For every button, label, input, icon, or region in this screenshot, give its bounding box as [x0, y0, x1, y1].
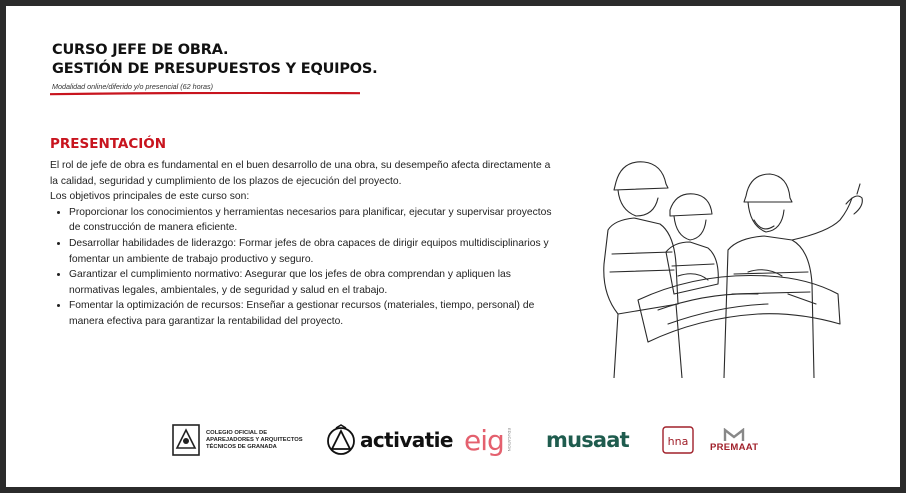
list-item: • Fomentar la optimización de recursos: Enseñar a gestionar recursos (materiales, tiempo, personal) de manera efectiva para garantizar la rentabilidad del proyecto. [69, 298, 560, 329]
title-underline [50, 92, 360, 96]
musaat-wordmark: musaat [546, 428, 629, 452]
eig-subtext: EDUCATION [506, 428, 512, 452]
title-line-1: CURSO JEFE DE OBRA. [52, 42, 229, 58]
section-body [50, 158, 560, 330]
partner-logos [166, 418, 766, 462]
musaat-logo [546, 418, 629, 462]
objectives-label: Los objetivos principales de este curso son: [50, 191, 250, 203]
activatie-logo [326, 418, 453, 462]
coag-line-3: TÉCNICOS DE GRANADA [206, 443, 277, 450]
coag-line-2: APAREJADORES Y ARQUITECTOS [206, 436, 303, 443]
title-line-2: GESTIÓN DE PRESUPUESTOS Y EQUIPOS. [52, 61, 378, 77]
hna-emblem-icon [662, 425, 694, 455]
list-item: • Garantizar el cumplimiento normativo: Asegurar que los jefes de obra comprendan y apliquen las normativas legales, ambientales, y de seguridad y salud en el trabajo. [69, 267, 560, 298]
objectives-list [50, 205, 560, 330]
hna-logo [662, 418, 694, 462]
document-page [6, 6, 900, 487]
page-title [52, 41, 377, 79]
list-item: • Proporcionar los conocimientos y herramientas necesarios para planificar, ejecutar y supervisar proyectos de construcción de manera eficiente. [69, 205, 560, 236]
premaat-mark-icon [723, 428, 745, 442]
eig-logo [464, 418, 512, 462]
svg-text:hna: hna [667, 435, 689, 448]
page-subtitle: Modalidad online/diferido y/o presencial (62 horas) [52, 82, 214, 91]
section-heading: PRESENTACIÓN [50, 136, 167, 152]
coag-crest-icon [172, 424, 200, 456]
premaat-logo [710, 418, 758, 462]
coag-line-1: COLEGIO OFICIAL DE [206, 429, 268, 436]
construction-workers-illustration [578, 154, 874, 378]
premaat-wordmark: PREMAAT [710, 441, 759, 453]
activatie-wordmark: activatie [360, 428, 453, 452]
activatie-crest-icon [326, 424, 356, 456]
intro-paragraph: El rol de jefe de obra es fundamental en el buen desarrollo de una obra, su desempeño afecta directamente a la calidad, seguridad y cumplimiento de los plazos de ejecución del proyecto. [50, 160, 551, 187]
list-item: • Desarrollar habilidades de liderazgo: Formar jefes de obra capaces de dirigir equipos multidisciplinarios y fomentar un ambiente de trabajo productivo y seguro. [69, 236, 560, 267]
eig-wordmark: eig [464, 423, 504, 457]
coag-granada-logo [172, 418, 303, 462]
